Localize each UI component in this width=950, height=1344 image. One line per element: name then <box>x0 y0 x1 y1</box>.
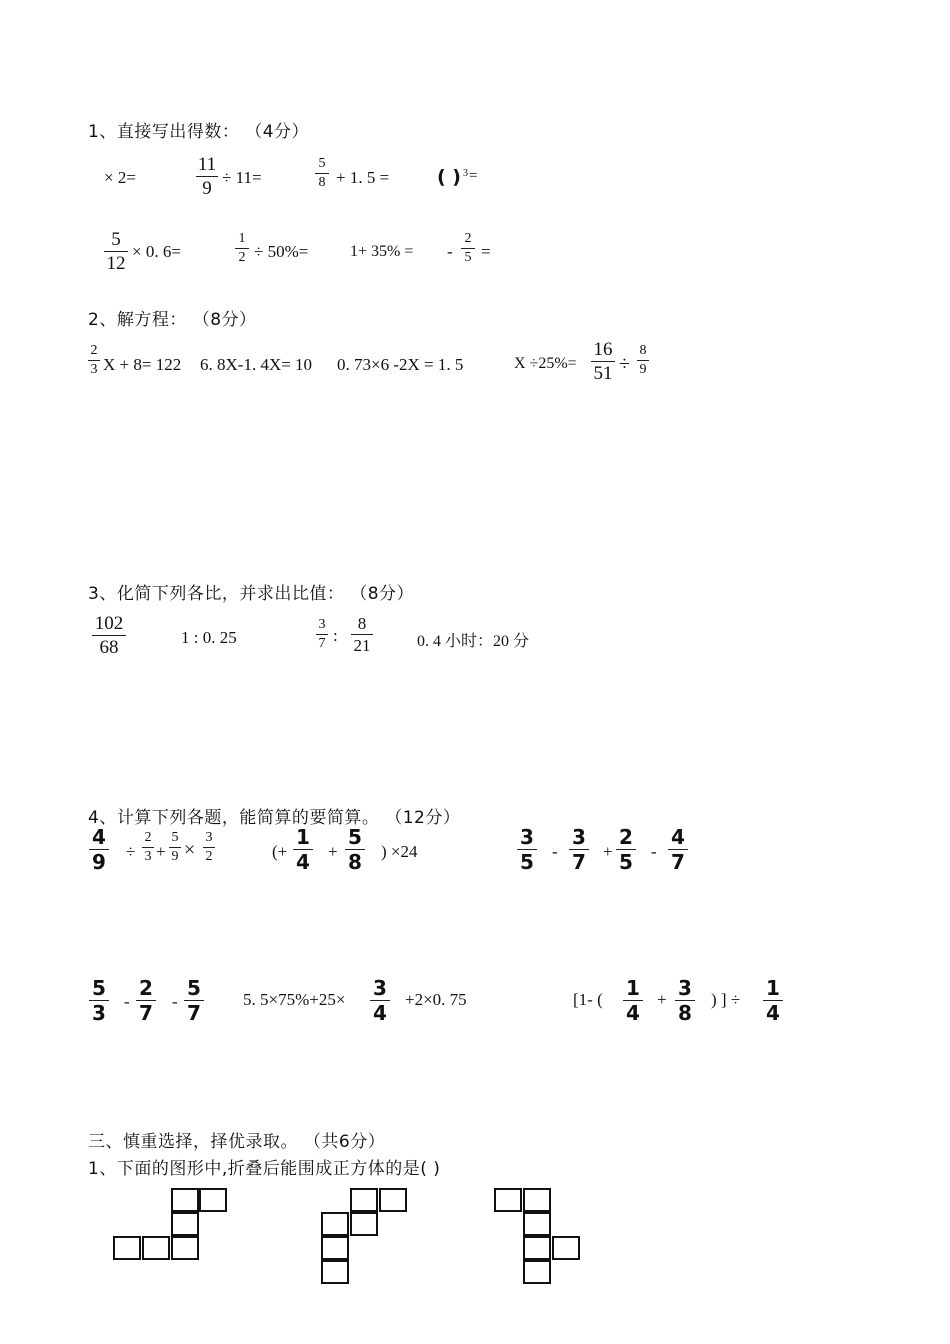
net-square <box>523 1212 551 1236</box>
net-square <box>321 1236 349 1260</box>
q1-r2-d-pre: - <box>447 242 453 261</box>
denominator: 7 <box>671 850 685 874</box>
denominator: 51 <box>593 363 613 384</box>
q4-r2-p3-fraction-2 <box>675 978 695 1023</box>
numerator: 4 <box>671 825 685 849</box>
q4-r1-p2-fraction-2 <box>345 827 365 872</box>
q1-r1-b-rest: ÷ 11= <box>222 168 262 187</box>
denominator: 3 <box>92 1001 106 1025</box>
denominator: 5 <box>464 250 472 265</box>
numerator: 5 <box>92 976 106 1000</box>
q2-e1-rest: X + 8= 122 <box>103 355 182 374</box>
q1-r1-c-fraction <box>315 157 329 190</box>
q1-r2-b-fraction <box>235 232 249 265</box>
net-square <box>171 1236 199 1260</box>
denominator: 5 <box>619 850 633 874</box>
q4-r2-p2-pre: 5. 5×75%+25× <box>243 990 346 1009</box>
q3-c-fraction-2 <box>351 615 373 654</box>
numerator: 3 <box>205 830 213 845</box>
q4-r2-p1-fraction-3 <box>184 978 204 1023</box>
q4-r2-p3-fraction-3 <box>763 978 783 1023</box>
net-square <box>113 1236 141 1260</box>
q4-r2-p1-op1: - <box>124 992 130 1011</box>
net-square <box>523 1236 551 1260</box>
numerator: 2 <box>144 830 152 845</box>
q1-r1-a: × 2= <box>104 168 136 187</box>
net-square <box>142 1236 170 1260</box>
q4-r2-p1-fraction-2 <box>136 978 156 1023</box>
denominator: 7 <box>318 636 326 651</box>
net-square <box>552 1236 580 1260</box>
numerator: 5 <box>348 825 362 849</box>
q3-a-fraction <box>92 614 126 657</box>
denominator: 3 <box>90 362 98 377</box>
q1-heading: 1、直接写出得数： （4分） <box>88 122 310 142</box>
net-square <box>350 1212 378 1236</box>
q4-r1-p2-plus: + <box>328 842 338 861</box>
q4-r1-p3-op2: + <box>603 842 613 861</box>
denominator: 4 <box>373 1001 387 1025</box>
numerator: 3 <box>318 617 326 632</box>
q4-r1-p3-fraction-4 <box>668 827 688 872</box>
section3-q1: 1、下面的图形中,折叠后能围成正方体的是( ) <box>88 1159 441 1179</box>
denominator: 7 <box>572 850 586 874</box>
denominator: 7 <box>139 1001 153 1025</box>
numerator: 5 <box>171 830 179 845</box>
q4-r1-p1-divide: ÷ <box>126 842 136 861</box>
numerator: 2 <box>619 825 633 849</box>
numerator: 3 <box>572 825 586 849</box>
denominator: 4 <box>766 1001 780 1025</box>
q4-r1-p1-fraction-1 <box>89 827 109 872</box>
q4-r2-p3-pre: [1- ( <box>573 990 603 1009</box>
numerator: 1 <box>238 231 246 246</box>
numerator: 2 <box>90 343 98 358</box>
q4-r2-p2-fraction <box>370 978 390 1023</box>
denominator: 5 <box>520 850 534 874</box>
q1-r1-d-exponent: 3 <box>463 168 468 179</box>
numerator: 8 <box>357 614 367 633</box>
q2-heading: 2、解方程： （8分） <box>88 310 257 330</box>
numerator: 2 <box>464 231 472 246</box>
q4-r1-p1-times: × <box>184 839 196 861</box>
q1-r1-d-equals: = <box>469 168 478 184</box>
numerator: 102 <box>94 613 124 634</box>
numerator: 3 <box>373 976 387 1000</box>
net-square <box>321 1212 349 1236</box>
net-square <box>199 1188 227 1212</box>
denominator: 4 <box>626 1001 640 1025</box>
denominator: 3 <box>144 849 152 864</box>
q2-e1-fraction <box>88 344 100 377</box>
q1-r1-d-paren: ( ) <box>437 166 461 188</box>
q4-r2-p3-plus: + <box>657 990 667 1009</box>
q4-r1-p3-fraction-2 <box>569 827 589 872</box>
q3-c-fraction <box>316 618 328 651</box>
q2-e4-fraction <box>591 340 615 383</box>
q1-r2-d-fraction <box>461 232 475 265</box>
net-square <box>171 1212 199 1236</box>
denominator: 9 <box>171 849 179 864</box>
q1-r1-c-rest: + 1. 5 = <box>336 168 390 187</box>
denominator: 2 <box>205 849 213 864</box>
denominator: 8 <box>318 175 326 190</box>
denominator: 9 <box>92 850 106 874</box>
q4-r1-p2-open: (+ <box>272 842 288 861</box>
net-square <box>171 1188 199 1212</box>
denominator: 9 <box>639 362 647 377</box>
denominator: 8 <box>348 850 362 874</box>
q3-d: 0. 4 小时：20 分 <box>417 633 530 650</box>
numerator: 5 <box>187 976 201 1000</box>
q4-r1-p1-fraction-4 <box>203 831 215 864</box>
numerator: 2 <box>139 976 153 1000</box>
q4-r2-p3-fraction-1 <box>623 978 643 1023</box>
q2-e4-pre: X ÷25%= <box>514 355 577 372</box>
denominator: 2 <box>238 250 246 265</box>
q2-e4-fraction-2 <box>637 344 649 377</box>
numerator: 3 <box>678 976 692 1000</box>
numerator: 4 <box>92 825 106 849</box>
q4-heading: 4、计算下列各题，能简算的要简算。 （12分） <box>88 808 461 828</box>
net-square <box>494 1188 522 1212</box>
denominator: 12 <box>106 253 126 274</box>
q2-e4-divide: ÷ <box>619 353 630 375</box>
q1-r2-d-rest: = <box>481 242 491 261</box>
numerator: 3 <box>520 825 534 849</box>
q1-r2-c: 1+ 35% = <box>350 243 414 260</box>
q1-r2-a-rest: × 0. 6= <box>132 242 181 261</box>
numerator: 16 <box>593 339 613 360</box>
q1-r2-b-rest: ÷ 50%= <box>254 242 309 261</box>
numerator: 1 <box>626 976 640 1000</box>
q4-r2-p3-close: ) ] ÷ <box>711 990 741 1009</box>
q4-r1-p3-op1: - <box>552 842 558 861</box>
numerator: 5 <box>111 229 121 250</box>
net-square <box>523 1260 551 1284</box>
q4-r1-p1-fraction-2 <box>142 831 154 864</box>
denominator: 8 <box>678 1001 692 1025</box>
q2-e3: 0. 73×6 -2X = 1. 5 <box>337 355 464 374</box>
net-square <box>523 1188 551 1212</box>
q4-r2-p1-fraction-1 <box>89 978 109 1023</box>
net-square <box>321 1260 349 1284</box>
denominator: 4 <box>296 850 310 874</box>
q4-r1-p1-fraction-3 <box>169 831 181 864</box>
denominator: 21 <box>353 636 371 655</box>
q2-e2: 6. 8X-1. 4X= 10 <box>200 355 313 374</box>
q4-r1-p1-plus: + <box>156 842 166 861</box>
q4-r2-p2-rest: +2×0. 75 <box>405 990 467 1009</box>
denominator: 9 <box>202 178 212 199</box>
q4-r2-p1-op2: - <box>172 992 178 1011</box>
section3-heading: 三、慎重选择，择优录取。 （共6分） <box>88 1132 386 1152</box>
numerator: 11 <box>197 154 217 175</box>
denominator: 68 <box>99 637 119 658</box>
numerator: 1 <box>296 825 310 849</box>
net-square <box>350 1188 378 1212</box>
numerator: 1 <box>766 976 780 1000</box>
q4-r1-p2-close: ) ×24 <box>381 842 418 861</box>
q1-r2-a-fraction <box>104 230 128 273</box>
q4-r1-p2-fraction-1 <box>293 827 313 872</box>
q3-b: 1 : 0. 25 <box>181 628 237 647</box>
q4-r1-p3-op3: - <box>651 842 657 861</box>
q3-heading: 3、化简下列各比，并求出比值： （8分） <box>88 584 415 604</box>
numerator: 5 <box>318 156 326 171</box>
q4-r1-p3-fraction-3 <box>616 827 636 872</box>
net-square <box>379 1188 407 1212</box>
q3-c-colon: : <box>333 626 338 645</box>
q4-r1-p3-fraction-1 <box>517 827 537 872</box>
denominator: 7 <box>187 1001 201 1025</box>
q1-r1-b-fraction <box>196 155 218 198</box>
numerator: 8 <box>639 343 647 358</box>
